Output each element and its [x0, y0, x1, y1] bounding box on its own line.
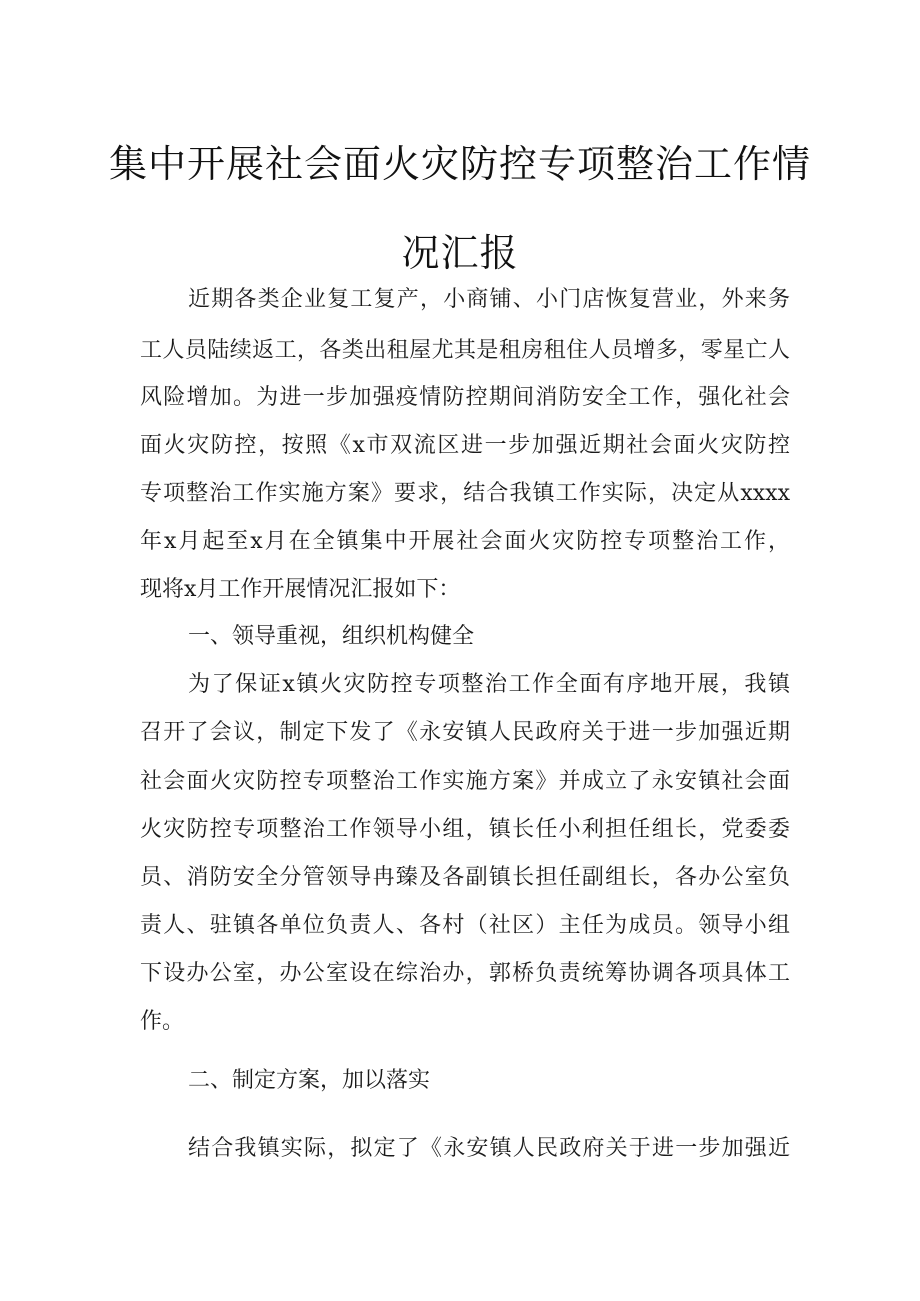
- paragraph-2-line-5: 员、消防安全分管领导冉臻及各副镇长担任副组长，各办公室负: [140, 865, 790, 890]
- paragraph-2-line-3: 社会面火灾防控专项整治工作实施方案》并成立了永安镇社会面: [140, 769, 790, 794]
- document-title-line-2: 况汇报: [401, 231, 519, 275]
- paragraph-1-line-2: 工人员陆续返工，各类出租屋尤其是租房租住人员增多，零星亡人: [140, 338, 790, 363]
- paragraph-1-line-5: 专项整治工作实施方案》要求，结合我镇工作实际，决定从xxxx: [140, 481, 790, 506]
- paragraph-2-line-6: 责人、驻镇各单位负责人、各村（社区）主任为成员。领导小组: [140, 913, 790, 938]
- paragraph-2-line-7: 下设办公室，办公室设在综治办，郭桥负责统筹协调各项具体工: [140, 961, 790, 986]
- paragraph-1-line-7: 现将x月工作开展情况汇报如下：: [140, 577, 461, 602]
- section-heading-1: 一、领导重视，组织机构健全: [188, 624, 475, 649]
- paragraph-2-line-8: 作。: [140, 1009, 185, 1034]
- paragraph-1-line-6: 年x月起至x月在全镇集中开展社会面火灾防控专项整治工作，: [140, 529, 790, 554]
- paragraph-2-line-2: 召开了会议，制定下发了《永安镇人民政府关于进一步加强近期: [140, 720, 790, 745]
- paragraph-2-line-4: 火灾防控专项整治工作领导小组，镇长任小利担任组长，党委委: [140, 817, 790, 842]
- paragraph-2-line-1: 为了保证x镇火灾防控专项整治工作全面有序地开展，我镇: [188, 672, 790, 697]
- paragraph-1-line-4: 面火灾防控，按照《x市双流区进一步加强近期社会面火灾防控: [140, 433, 790, 458]
- paragraph-1-line-3: 风险增加。为进一步加强疫情防控期间消防安全工作，强化社会: [140, 385, 790, 410]
- paragraph-1-line-1: 近期各类企业复工复产，小商铺、小门店恢复营业，外来务: [188, 287, 790, 312]
- section-heading-2: 二、制定方案，加以落实: [188, 1068, 431, 1093]
- paragraph-3-line-1: 结合我镇实际，拟定了《永安镇人民政府关于进一步加强近: [188, 1136, 790, 1161]
- document-title-line-1: 集中开展社会面火灾防控专项整治工作情: [108, 142, 811, 186]
